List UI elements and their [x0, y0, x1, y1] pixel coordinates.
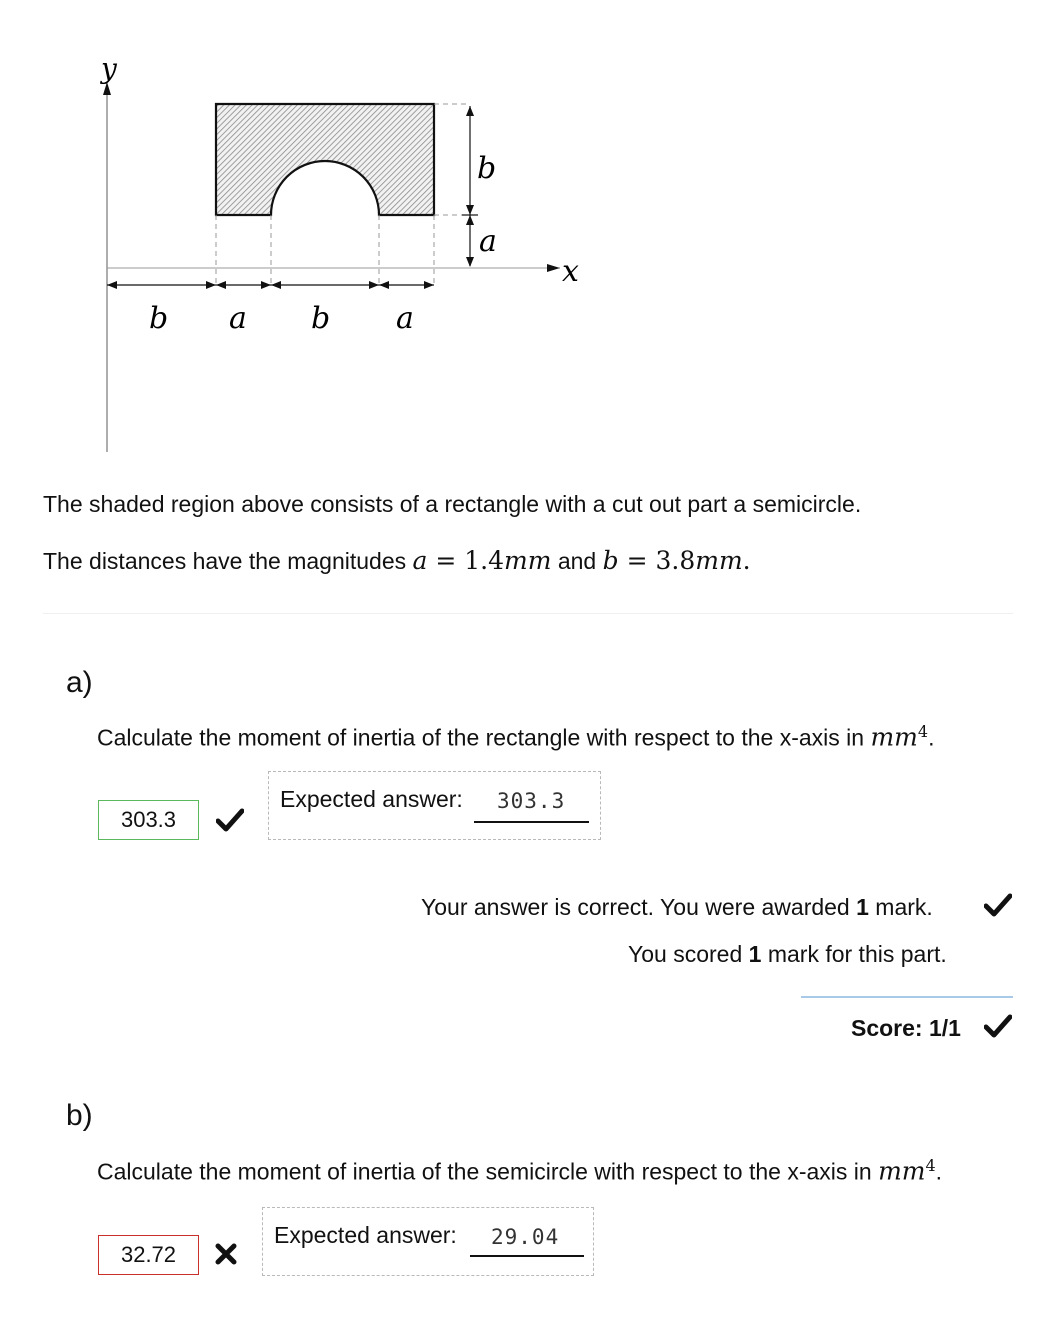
x-axis-arrow — [547, 264, 560, 272]
statement-prefix: The distances have the magnitudes — [43, 548, 413, 574]
scored-text: You scored — [628, 941, 749, 967]
part-a-label: a) — [66, 666, 93, 699]
expected-answer-value: 303.3 — [497, 789, 566, 813]
part-b-period: . — [935, 1158, 943, 1185]
part-a-expected-answer — [268, 771, 601, 840]
dim-label-a-vertical: a — [479, 224, 497, 259]
unit-b: mm — [695, 546, 743, 575]
cross-icon — [215, 1243, 237, 1265]
unit-a: mm — [504, 546, 552, 575]
score-divider — [801, 996, 1013, 998]
var-a: a — [412, 546, 428, 575]
value-b: = 3.8 — [618, 546, 696, 575]
cross-section-diagram — [0, 0, 640, 470]
var-b: b — [602, 546, 619, 575]
part-a-scored-text — [628, 941, 947, 968]
part-a-score: Score: 1/1 — [851, 1015, 961, 1041]
problem-statement-line2 — [43, 546, 751, 576]
part-b-answer-input[interactable]: 32.72 — [98, 1235, 199, 1275]
check-icon — [216, 808, 244, 832]
y-axis-label: y — [101, 52, 117, 85]
x-axis-label: x — [562, 254, 579, 289]
expected-answer-value: 29.04 — [491, 1225, 560, 1249]
dim-label-b-2: b — [311, 301, 331, 336]
scored-text-end: mark for this part. — [761, 941, 947, 967]
part-a-answer-input[interactable]: 303.3 — [98, 800, 199, 840]
vertical-dimensions — [462, 106, 478, 266]
dim-label-b-1: b — [149, 301, 169, 336]
expected-answer-label: Expected answer: — [280, 786, 463, 812]
part-a-exponent: 4 — [917, 722, 929, 741]
shaded-region — [216, 104, 434, 215]
part-b-question-text: Calculate the moment of inertia of the semicircle with respect to the x-axis in — [97, 1158, 879, 1185]
dim-label-b-vertical: b — [477, 151, 497, 186]
part-b-expected-answer — [262, 1207, 594, 1276]
part-a-period: . — [928, 724, 935, 751]
dim-label-a-1: a — [229, 301, 247, 336]
expected-answer-label: Expected answer: — [274, 1222, 457, 1248]
separator — [43, 613, 1013, 614]
value-a: = 1.4 — [427, 546, 505, 575]
part-b-exponent: 4 — [925, 1156, 936, 1175]
feedback-check-icon — [984, 893, 1012, 917]
statement-period: . — [742, 546, 751, 575]
scored-marks: 1 — [748, 941, 762, 967]
expected-answer-underline — [470, 1255, 584, 1257]
expected-answer-underline — [474, 821, 589, 823]
part-a-question-text: Calculate the moment of inertia of the rectangle with respect to the x-axis in — [97, 724, 871, 751]
feedback-text: Your answer is correct. You were awarded — [421, 894, 857, 920]
part-a-unit: mm — [870, 722, 918, 752]
score-check-icon — [984, 1014, 1012, 1038]
part-b-unit: mm — [878, 1156, 926, 1186]
part-b-question — [97, 1156, 942, 1186]
problem-statement-line1: The shaded region above consists of a rectangle with a cut out part a semicircle. — [43, 491, 862, 517]
part-b-label: b) — [66, 1099, 93, 1132]
part-a-question — [97, 722, 934, 752]
feedback-marks: 1 — [856, 894, 869, 920]
dim-label-a-2: a — [396, 301, 414, 336]
and-word: and — [557, 548, 597, 574]
part-a-feedback — [421, 894, 933, 921]
feedback-text-end: mark. — [868, 894, 933, 920]
